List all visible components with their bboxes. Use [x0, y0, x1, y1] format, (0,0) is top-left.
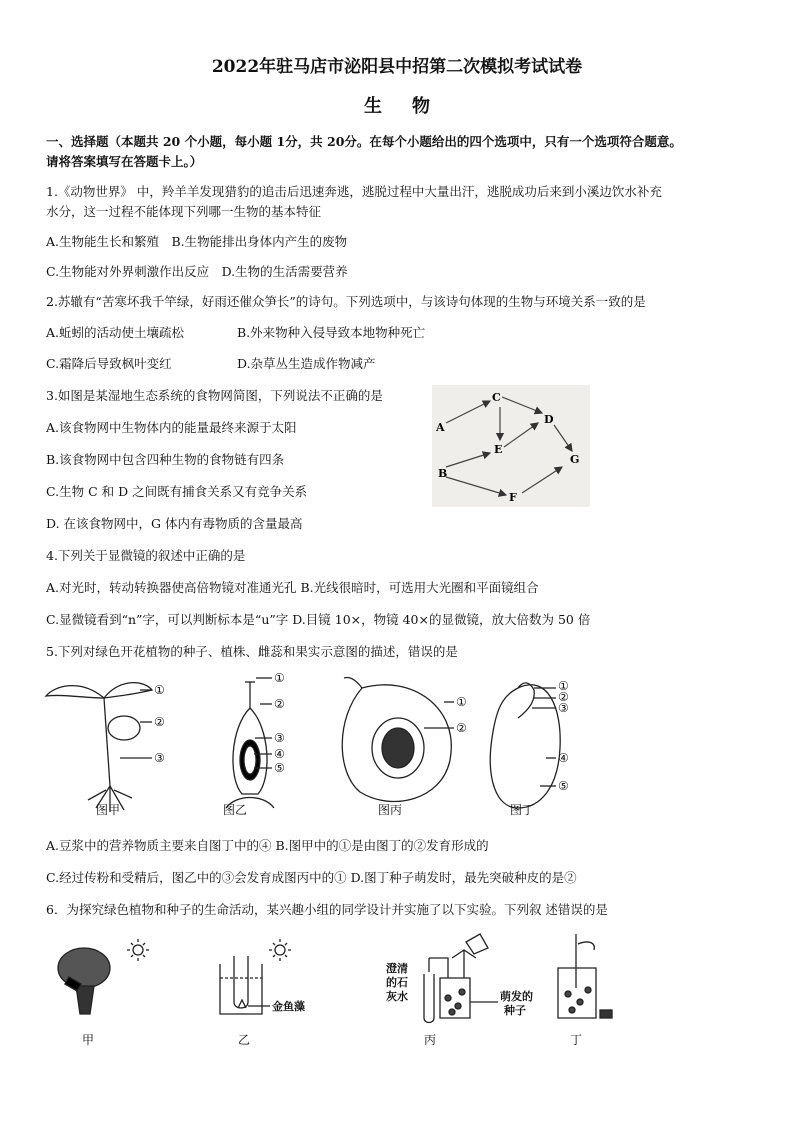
q3-option-d: D. 在该食物网中，G 体内有毒物质的含量最高	[46, 516, 303, 531]
q5-options-cd: C.经过传粉和受精后，图乙中的③会发育成图丙中的① D.图丁种子萌发时，最先突破种皮的是②	[46, 870, 577, 885]
food-web-node-a: A	[436, 421, 445, 434]
marker-ding-5: ⑤	[558, 779, 569, 793]
q3-option-b: B.该食物网中包含四种生物的食物链有四条	[46, 452, 285, 467]
marker-bing-2: ②	[456, 721, 467, 735]
q1-stem: 1.《动物世界》 中，羚羊羊发现猎豹的追击后迅速奔逃，逃脱过程中大量出汗，逃脱成功后来到小溪边饮水补充	[46, 184, 662, 199]
marker-yi-1: ①	[274, 671, 285, 685]
q5-stem: 5.下列对绿色开花植物的种子、植株、雌蕊和果实示意图的描述，错误的是	[46, 644, 458, 659]
subject-title: 生物	[364, 96, 460, 117]
q5-options-ab: A.豆浆中的营养物质主要来自图丁中的④ B.图甲中的①是由图丁的②发育形成的	[46, 838, 489, 853]
food-web-diagram	[432, 385, 590, 507]
caption-q6-ding: 丁	[569, 1033, 582, 1047]
caption-q6-jia: 甲	[81, 1033, 94, 1047]
section-heading: 一、选择题（本题共 20 个小题，每小题 1分，共 20分。在每个小题给出的四个选项中，只有一个选项符合题意。	[46, 134, 682, 149]
label-seeds-1: 萌发的	[500, 990, 533, 1003]
q2-stem: 2.苏辙有“苦寒坏我千竿绿，好雨还催众笋长”的诗句。下列选项中，与该诗句体现的生物与环境关系一致的是	[46, 294, 646, 309]
marker-yi-5: ⑤	[274, 761, 285, 775]
q3-stem: 3.如图是某湿地生态系统的食物网简图，下列说法不正确的是	[46, 388, 383, 403]
label-goldfish-weed: 金鱼藻	[272, 1000, 305, 1013]
caption-q6-yi: 乙	[237, 1033, 250, 1047]
q2-option-b: B.外来物种入侵导致本地物种死亡	[237, 325, 426, 340]
label-limewater-1: 澄清	[386, 962, 408, 975]
caption-ding: 图丁	[509, 803, 534, 817]
caption-bing: 图丙	[377, 803, 402, 817]
food-web-node-e: E	[494, 443, 503, 456]
q4-options-cd: C.显微镜看到“n”字，可以判断标本是“u”字 D.目镜 10×，物镜 40×的显微镜，放大倍数为 50 倍	[46, 612, 591, 627]
label-limewater-2: 的石	[386, 976, 408, 989]
q4-options-ab: A.对光时，转动转换器使高倍物镜对准通光孔 B.光线很暗时，可选用大光圈和平面镜组合	[46, 580, 539, 595]
marker-ding-3: ③	[558, 701, 569, 715]
marker-jia-2: ②	[154, 715, 165, 729]
marker-yi-3: ③	[274, 731, 285, 745]
marker-yi-4: ④	[274, 747, 285, 761]
q1-options-cd: C.生物能对外界刺激作出反应 D.生物的生活需要营养	[46, 264, 348, 279]
q4-stem: 4.下列关于显微镜的叙述中正确的是	[46, 548, 246, 563]
q3-option-c: C.生物 C 和 D 之间既有捕食关系又有竞争关系	[46, 484, 308, 499]
caption-yi: 图乙	[222, 803, 247, 817]
food-web-node-g: G	[570, 453, 580, 466]
experiment-figures	[48, 928, 628, 1028]
food-web-node-b: B	[438, 467, 448, 480]
q2-option-a: A.蚯蚓的活动使土壤疏松	[46, 325, 185, 340]
plant-figures	[40, 668, 600, 818]
marker-jia-3: ③	[154, 751, 165, 765]
q1-stem-cont: 水分，这一过程不能体现下列哪一生物的基本特征	[46, 204, 322, 219]
marker-bing-1: ①	[456, 695, 467, 709]
food-web-node-f: F	[509, 491, 517, 504]
marker-ding-2: ②	[558, 690, 569, 704]
food-web-node-c: C	[492, 391, 501, 404]
marker-ding-4: ④	[558, 751, 569, 765]
marker-ding-1: ①	[558, 679, 569, 693]
q2-option-c: C.霜降后导致枫叶变红	[46, 356, 172, 371]
section-heading-cont: 请将答案填写在答题卡上。）	[46, 154, 203, 169]
q2-option-d: D.杂草丛生造成作物减产	[237, 356, 376, 371]
q6-stem: 6．为探究绿色植物和种子的生命活动，某兴趣小组的同学设计并实施了以下实验。下列叙 述错误的是	[46, 902, 608, 917]
q3-option-a: A.该食物网中生物体内的能量最终来源于太阳	[46, 420, 297, 435]
label-limewater-3: 灰水	[386, 990, 408, 1003]
exam-title: 2022年驻马店市泌阳县中招第二次模拟考试试卷	[211, 57, 583, 77]
marker-yi-2: ②	[274, 697, 285, 711]
label-seeds-2: 种子	[504, 1004, 526, 1017]
caption-jia: 图甲	[95, 803, 120, 817]
food-web-node-d: D	[544, 413, 554, 426]
marker-jia-1: ①	[154, 683, 165, 697]
q1-options-ab: A.生物能生长和繁殖 B.生物能排出身体内产生的废物	[46, 234, 348, 249]
caption-q6-bing: 丙	[423, 1033, 436, 1047]
